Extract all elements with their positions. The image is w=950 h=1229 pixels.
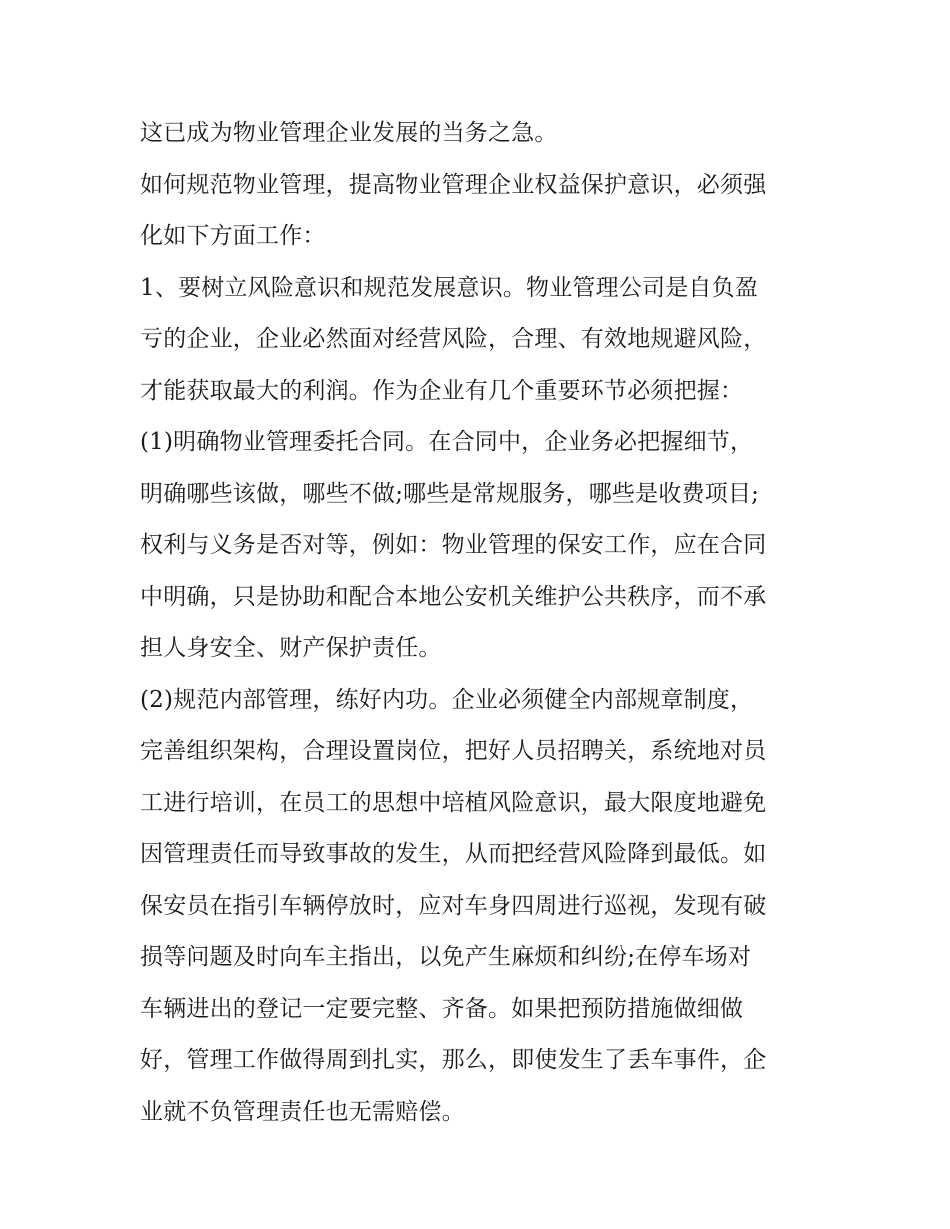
text-line: 1、要树立风险意识和规范发展意识。物业管理公司是自负盈: [140, 274, 759, 301]
document-body: [140, 108, 820, 1138]
text-line: 权利与义务是否对等，例如：物业管理的保安工作，应在合同: [140, 532, 767, 558]
text-line: 化如下方面工作：: [140, 223, 326, 249]
text-line: (1)明确物业管理委托合同。在合同中，企业务必把握细节，: [140, 429, 754, 455]
text-line: 车辆进出的登记一定要完整、齐备。如果把预防措施做细做: [140, 995, 744, 1022]
text-line: 明确哪些该做，哪些不做;哪些是常规服务，哪些是收费项目;: [140, 480, 760, 507]
text-line: 损等问题及时向车主指出，以免产生麻烦和纠纷;在停车场对: [140, 944, 752, 970]
text-line: 中明确，只是协助和配合本地公安机关维护公共秩序，而不承: [140, 583, 767, 610]
text-line: 亏的企业，企业必然面对经营风险，合理、有效地规避风险，: [140, 326, 767, 352]
text-line: 工进行培训，在员工的思想中培植风险意识，最大限度地避免: [140, 789, 767, 816]
text-line: (2)规范内部管理，练好内功。企业必须健全内部规章制度，: [140, 686, 754, 713]
text-line: 因管理责任而导致事故的发生，从而把经营风险降到最低。如: [140, 841, 767, 867]
text-line: 业就不负管理责任也无需赔偿。: [140, 1098, 465, 1125]
text-line: 完善组织架构，合理设置岗位，把好人员招聘关，系统地对员: [140, 738, 767, 764]
text-line: 担人身安全、财产保护责任。: [140, 635, 442, 661]
text-line: 好，管理工作做得周到扎实，那么，即使发生了丢车事件，企: [140, 1047, 767, 1073]
text-line: 如何规范物业管理，提高物业管理企业权益保护意识，必须强: [140, 171, 767, 198]
text-line: 这已成为物业管理企业发展的当务之急。: [140, 120, 558, 146]
text-line: 才能获取最大的利润。作为企业有几个重要环节必须把握：: [140, 377, 744, 404]
text-line: 保安员在指引车辆停放时，应对车身四周进行巡视，发现有破: [140, 892, 767, 919]
